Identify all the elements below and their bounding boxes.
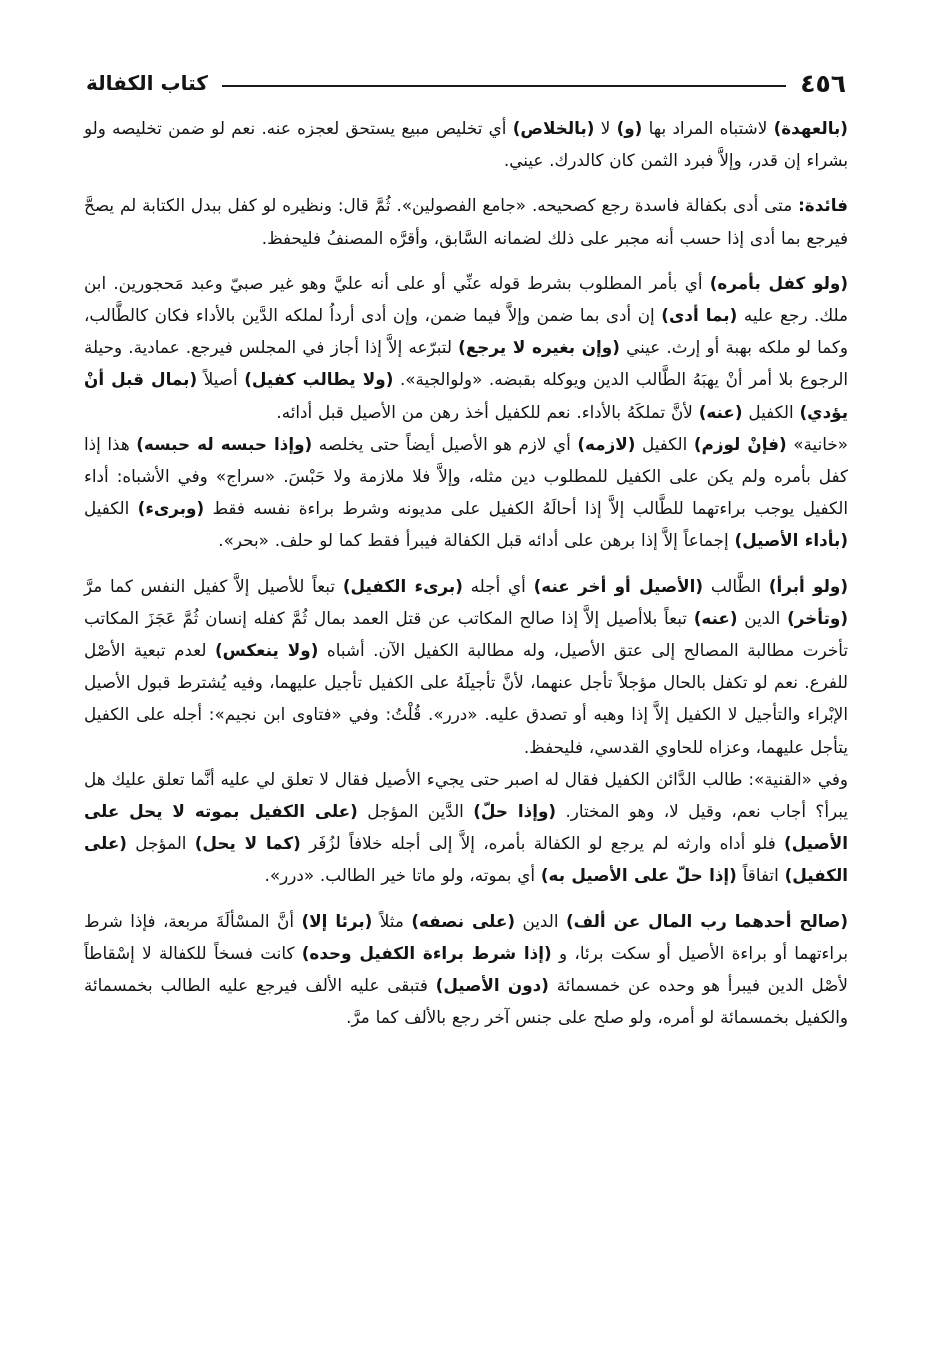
commentary-text: أي لازم هو الأصيل أيضاً حتى يخلصه — [312, 433, 578, 454]
paragraph-khaniya — [84, 428, 848, 557]
matn-keyword: (عنه) — [693, 607, 738, 628]
matn-keyword: فائدة: — [798, 195, 848, 216]
matn-keyword: (ولو كفل بأمره) — [709, 272, 848, 293]
commentary-text: كانت فسخاً للكفالة لا إسْقاطاً لأصْل الدين فيبرأ هو وحده عن خمسمائة — [84, 942, 848, 996]
paragraph-bil-uhda — [84, 112, 848, 176]
matn-keyword: (بما أدى) — [661, 305, 738, 326]
matn-keyword: (صالح أحدهما رب المال عن ألف) — [565, 910, 848, 931]
commentary-text: أي أجله — [462, 575, 534, 596]
matn-keyword: (إذا حلّ على الأصيل به) — [540, 865, 737, 886]
chapter-title: كتاب الكفالة — [86, 71, 208, 95]
matn-keyword: (على الكفيل) — [84, 833, 848, 886]
matn-keyword: (على نصفه) — [411, 910, 515, 931]
paragraph-sulh — [84, 905, 848, 1034]
commentary-text: لعدم تبعية الأصْل للفرع. نعم لو تكفل بالحال مؤجلاً تأجل عنهما، لأنَّ تأجيلَهُ على الكفيل تأجيل عليهما، وفيه يُشترط قبول الأصيل الإبْراء والتأجيل لا الكفيل إلاَّ إذا وهبه أو تصدق عليه. «درر». قُلْتُ: وفي «فتاوى ابن نجيم»: أجله على الكفيل يتأجل عليهما، وعزاه للحاوي القدسي، فليحفظ. — [84, 640, 848, 757]
commentary-text: متى أدى بكفالة فاسدة رجع كصحيحه. «جامع الفصولين». ثُمَّ قال: ونظيره لو كفل ببدل الكتابة لم يصحَّ فيرجع بما أدى إذا حسب أنه مجبر على ذلك لضمانه السَّابق، وأقرَّه المصنفُ فليحفظ. — [84, 195, 848, 248]
commentary-text: اتفاقاً — [736, 865, 785, 886]
matn-keyword: (بأداء الأصيل) — [734, 530, 848, 551]
commentary-text: أنَّ المسْألَةَ مربعة، فإذا شرط براءتهما أو براءة الأصيل أو سكت برئا، و — [84, 910, 848, 963]
commentary-text: الكفيل — [635, 433, 694, 454]
text-body — [84, 112, 848, 1033]
commentary-text: مثلاً — [372, 910, 412, 931]
matn-keyword: (برىء الكفيل) — [342, 575, 463, 596]
commentary-text: أي بأمر المطلوب بشرط قوله عنِّي أو على أنه عليَّ وهو غير صبيّ وعبد مَحجورين. ابن ملك. رجع عليه — [84, 272, 848, 326]
commentary-text: لا — [594, 118, 617, 138]
matn-keyword: (دون الأصيل) — [435, 975, 549, 996]
matn-keyword: (الأصيل أو أخر عنه) — [533, 575, 704, 596]
commentary-text: وفي «القنية»: طالب الدَّائن الكفيل فقال له اصبر حتى يجيء الأصيل فقال لا تعلق لي عليه أنَّما تعلق عليك هل يبرأ؟ أجاب نعم، وقيل لا، وهو المختار. — [84, 768, 848, 822]
commentary-text: فتبقى عليه الألف فيرجع عليه الطالب بخمسمائة والكفيل بخمسمائة لو أمره، ولو صلح على جنس آخر رجع بالألف كما مرَّ. — [84, 975, 848, 1028]
matn-keyword: (كما لا يحل) — [194, 833, 301, 854]
commentary-text: فلو أداه وارثه لم يرجع لو الكفالة بأمره، إلاَّ إلى أجله خلافاً لزُفَر — [300, 833, 785, 854]
matn-keyword: (على الكفيل بموته لا يحل على الأصيل) — [84, 801, 848, 854]
commentary-text: تبعاً بلاأصيل إلاَّ إذا صالح المكاتب عن قتل العمد بمال ثُمَّ كفله إنسان ثُمَّ عَجَزَ المكاتب تأخرت مطالبة المصالح إلى عتق الأصيل، وله مطالبة الكفيل الآن. أشباه — [84, 607, 848, 661]
commentary-text: الدين — [737, 607, 788, 628]
matn-keyword: (ولا يطالب كفيل) — [244, 369, 394, 390]
paragraph-kafala-bi-amrih — [84, 267, 848, 428]
commentary-text: أي تخليص مبيع يستحق لعجزه عنه. نعم لو ضمن تخليصه ولو بشراء إن قدر، وإلاَّ فبرد الثمن كان كالدرك. عيني. — [84, 118, 848, 171]
commentary-text: إن أدى بما ضمن وإلاَّ فيما ضمن، وإن أدى أرداُ لملكه الدَّين بالأداء فكان كالطَّالب، وكما لو ملكه بهبة أو إرث. عيني — [84, 305, 848, 358]
matn-keyword: (وإذا حلّ) — [473, 801, 557, 822]
matn-keyword: (فإنْ لوزم) — [693, 433, 787, 454]
matn-keyword: (بمال قبل أنْ يؤدي) — [84, 369, 848, 422]
commentary-text: الطَّالب — [703, 575, 769, 596]
commentary-text: أصيلاً — [197, 369, 245, 390]
matn-keyword: (إذا شرط براءة الكفيل وحده) — [301, 942, 552, 963]
commentary-text: الدَّين المؤجل — [357, 801, 474, 822]
commentary-text: المؤجل — [126, 833, 195, 854]
commentary-text: لأنَّ تملكَهُ بالأداء. نعم للكفيل أخذ رهن من الأصيل قبل أدائه. — [276, 401, 699, 422]
commentary-text: تبعاً للأصيل إلاَّ كفيل النفس كما مرَّ — [84, 575, 343, 596]
matn-keyword: (لازمه) — [577, 433, 636, 454]
commentary-text: لتبرّعه إلاَّ إذا أجاز في المجلس فيرجع. عمادية. وحيلة الرجوع بلا أمر أنْ يهبَهُ الطَّالب الدين ويوكله بقبضه. «ولوالجية». — [84, 337, 848, 390]
matn-keyword: (برئا إلا) — [301, 910, 373, 931]
commentary-text: إجماعاً إلاَّ إذا برهن على أدائه قبل الكفالة فيبرأ فقط كما لو حلف. «بحر». — [218, 530, 735, 551]
header-rule — [222, 85, 786, 87]
paragraph-ibraa — [84, 570, 848, 763]
matn-keyword: (و) — [616, 118, 643, 138]
matn-keyword: (وتأخر) — [787, 607, 848, 628]
matn-keyword: (بالخلاص) — [512, 118, 595, 138]
matn-keyword: (عنه) — [698, 401, 743, 422]
matn-keyword: (وإن بغيره لا يرجع) — [458, 337, 620, 358]
page-number: ٤٥٦ — [800, 68, 846, 98]
commentary-text: الكفيل — [84, 498, 138, 519]
paragraph-qunya — [84, 763, 848, 892]
matn-keyword: (وإذا حبسه له حبسه) — [136, 433, 313, 454]
matn-keyword: (ولو أبرأ) — [768, 575, 848, 596]
matn-keyword: (وبرىء) — [137, 498, 205, 519]
commentary-text: الكفيل — [742, 401, 800, 422]
matn-keyword: (ولا ينعكس) — [215, 640, 319, 661]
commentary-text: الدين — [515, 910, 566, 931]
paragraph-faida — [84, 189, 848, 253]
page-header — [86, 66, 846, 100]
commentary-text: أي بموته، ولو ماتا خير الطالب. «درر». — [264, 865, 541, 886]
matn-keyword: (بالعهدة) — [773, 118, 848, 138]
commentary-text: «خانية» — [786, 433, 848, 454]
commentary-text: لاشتباه المراد بها — [642, 118, 774, 138]
commentary-text: هذا إذا كفل بأمره ولم يكن على الكفيل للمطلوب دين مثله، وإلاَّ فلا ملازمة ولا حَبْسَ. «سراج» وفي الأشباه: أداء الكفيل يوجب براءتهما للطَّالب إلاَّ إذا أحالَهُ الكفيل على مديونه وشرط براءة نفسه فقط — [84, 433, 848, 519]
